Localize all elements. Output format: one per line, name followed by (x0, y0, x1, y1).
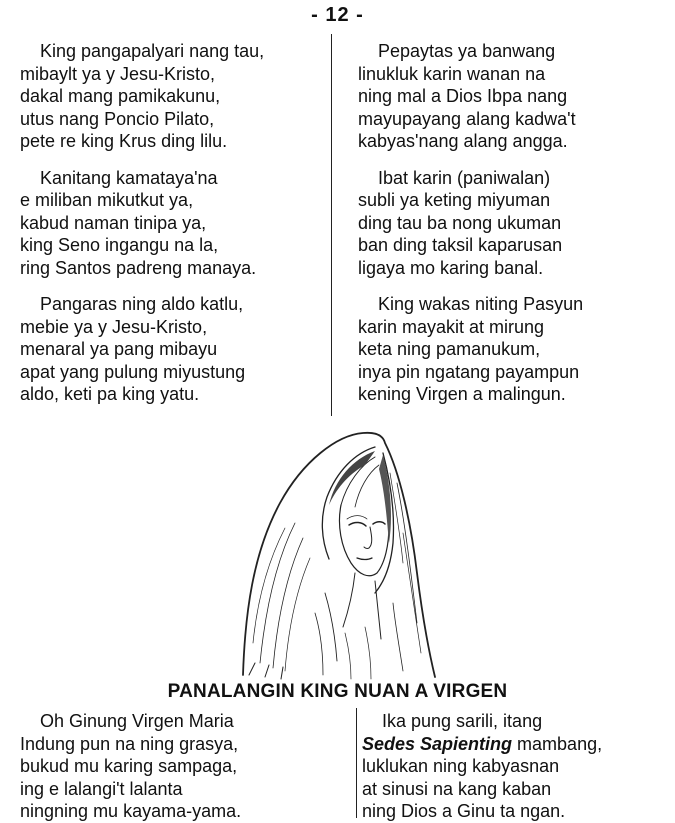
verse-line: King pangapalyari nang tau, (40, 41, 265, 61)
verse-line: inya pin ngatang payampun (358, 361, 580, 382)
stanza (20, 293, 264, 406)
verse-line: ing e lalangi't lalanta (20, 778, 183, 799)
verse-line: mibaylt ya y Jesu-Kristo, (20, 63, 216, 84)
verse-line: Ibat karin (paniwalan) (378, 167, 551, 188)
column-divider (331, 34, 332, 416)
verse-line (362, 733, 602, 756)
verse-line: ning mal a Dios Ibpa nang (358, 86, 568, 106)
verse-line: ring Santos padreng manaya. (20, 257, 257, 278)
verse-line: utus nang Poncio Pilato, (20, 108, 215, 129)
latin-emphasis: Sedes Sapienting (362, 733, 513, 754)
verse-line: kabud naman tinipa ya, (20, 212, 207, 233)
column-divider (356, 708, 357, 818)
verse-line: luklukan ning kabyasnan (362, 756, 560, 776)
stanza (358, 40, 583, 153)
verse-line: keta ning pamanukum, (358, 339, 541, 359)
verse-line: dakal mang pamikakunu, (20, 86, 221, 106)
verse-line: Indung pun na ning grasya, (20, 733, 239, 754)
verse-line: ligaya mo karing banal. (358, 257, 544, 278)
verse-line: ding tau ba nong ukuman (358, 212, 562, 233)
verse-line: e miliban mikutkut ya, (20, 190, 194, 210)
stanza (358, 167, 583, 280)
page-number: - 12 - (311, 4, 364, 26)
verse-line: subli ya keting miyuman (358, 190, 551, 210)
verse-line: Oh Ginung Virgen Maria (40, 711, 234, 731)
verse-line: ning Dios a Ginu ta ngan. (362, 801, 566, 821)
lower-left-column (20, 710, 241, 823)
lower-right-column (362, 710, 602, 823)
stanza (358, 293, 583, 406)
verse-line: King wakas niting Pasyun (378, 294, 584, 314)
verse-line: at sinusi na kang kaban (362, 778, 552, 799)
verse-line: karin mayakit at mirung (358, 316, 545, 337)
verse-line: pete re king Krus ding lilu. (20, 131, 228, 151)
verse-line: bukud mu karing sampaga, (20, 756, 238, 776)
verse-line: Ika pung sarili, itang (382, 711, 543, 731)
verse-line-rest: mambang, (512, 733, 603, 754)
virgin-mary-portrait-icon (225, 413, 450, 683)
prayer-title: PANALANGIN KING NUAN A VIRGEN (167, 681, 508, 702)
verse-line: ban ding taksil kaparusan (358, 235, 563, 255)
verse-line: Pangaras ning aldo katlu, (40, 294, 244, 314)
verse-line: kabyas'nang alang angga. (358, 131, 568, 151)
verse-line: Pepaytas ya banwang (378, 41, 556, 61)
upper-left-column (20, 40, 264, 406)
verse-line: ningning mu kayama-yama. (20, 801, 242, 821)
verse-line: Kanitang kamataya'na (40, 167, 218, 188)
verse-line: linukluk karin wanan na (358, 63, 546, 84)
verse-line: kening Virgen a malingun. (358, 384, 566, 404)
upper-right-column (358, 40, 583, 406)
verse-line: king Seno ingangu na la, (20, 235, 219, 255)
verse-line: mebie ya y Jesu-Kristo, (20, 316, 208, 337)
verse-line: aldo, keti pa king yatu. (20, 384, 200, 404)
verse-line: mayupayang alang kadwa't (358, 108, 576, 129)
verse-line: apat yang pulung miyustung (20, 361, 246, 382)
stanza (20, 40, 264, 153)
stanza (20, 167, 264, 280)
verse-line: menaral ya pang mibayu (20, 339, 218, 359)
